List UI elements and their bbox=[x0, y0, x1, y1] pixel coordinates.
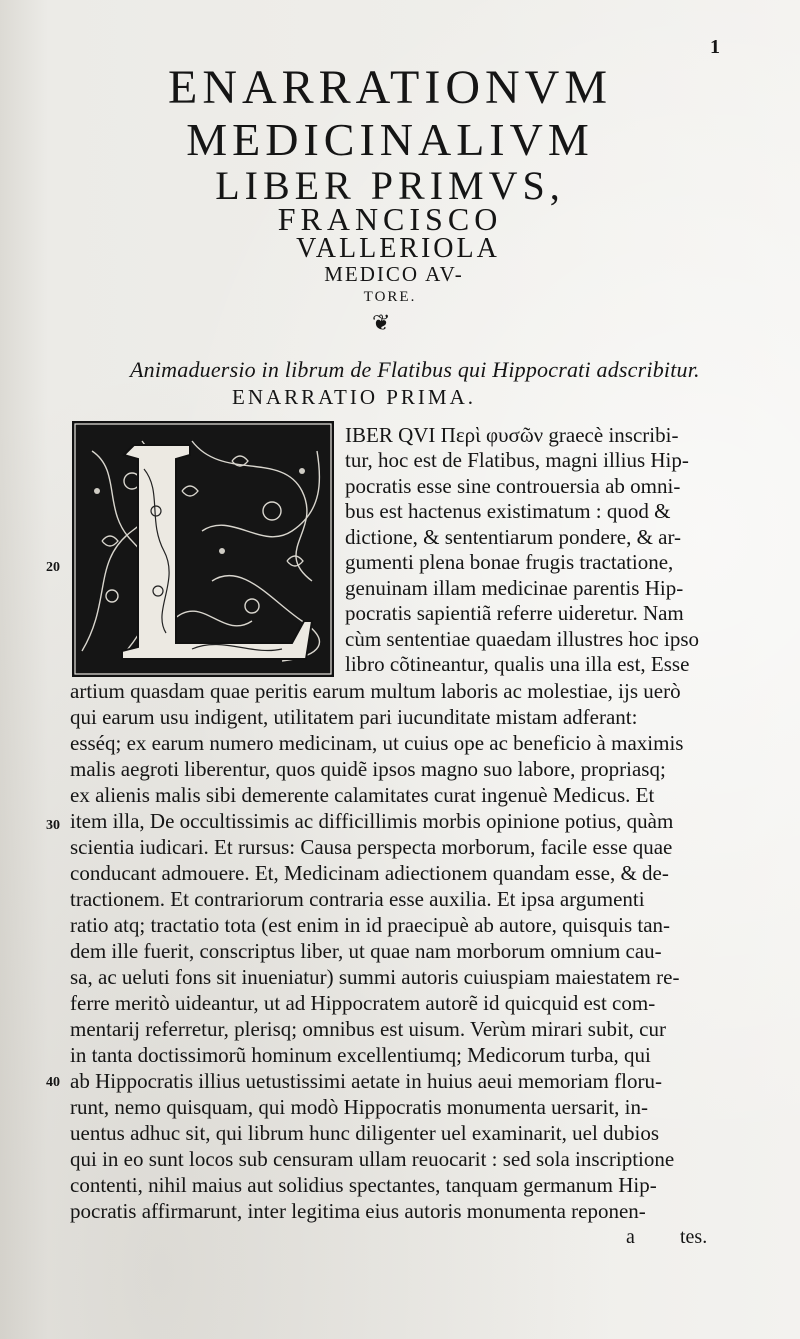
section-title: ENARRATIO PRIMA. bbox=[232, 385, 477, 409]
text-line: in tanta doctissimorũ hominum excellentiumq; Medicorum turba, qui bbox=[70, 1043, 651, 1067]
fleuron-ornament: ❦ bbox=[372, 310, 391, 335]
text-line: qui earum usu indigent, utilitatem pari iucunditate mistam adferant: bbox=[70, 705, 638, 729]
text-line: pocratis affirmarunt, inter legitima eius autoris monumenta reponen- bbox=[70, 1199, 646, 1223]
margin-line-number: 20 bbox=[46, 560, 60, 575]
catchword: tes. bbox=[680, 1226, 708, 1248]
author-line-1: FRANCISCO bbox=[277, 201, 503, 237]
signature-mark: a bbox=[626, 1226, 635, 1248]
text-line: artium quasdam quae peritis earum multum laboris ac molestiae, ijs uerò bbox=[70, 679, 681, 703]
text-line: esséq; ex earum numero medicinam, ut cuius ope ac beneficio à maximis bbox=[70, 731, 684, 755]
text-line: scientia iudicari. Et rursus: Causa perspecta morborum, facile esse quae bbox=[70, 835, 673, 859]
text-line: runt, nemo quisquam, qui modò Hippocratis monumenta uersarit, in- bbox=[70, 1095, 648, 1119]
text-line-indented: bus est hactenus existimatum : quod & bbox=[345, 499, 671, 523]
text-line: ab Hippocratis illius uetustissimi aetate in huius aeui memoriam floru- bbox=[70, 1069, 662, 1093]
text-line-indented: genuinam illam medicinae parentis Hip- bbox=[345, 576, 684, 600]
text-line: contenti, nihil maius aut solidius spectantes, tanquam germanum Hip- bbox=[70, 1173, 657, 1197]
text-line: sa, ac ueluti fons sit inueniatur) summi autoris cuiuspiam maiestatem re- bbox=[70, 965, 680, 989]
initial-ornament-icon bbox=[72, 421, 334, 677]
margin-line-number: 30 bbox=[46, 818, 60, 833]
text-line-indented: pocratis esse sine controuersia ab omni- bbox=[345, 474, 681, 498]
title-line-3: LIBER PRIMVS, bbox=[215, 163, 565, 208]
text-line: ferre meritò uideantur, ut ad Hippocratem autorẽ id quicquid est com- bbox=[70, 991, 656, 1015]
text-line-indented: gumenti plena bonae frugis tractatione, bbox=[345, 550, 674, 574]
title-line-1: ENARRATIONVM bbox=[168, 61, 612, 114]
text-line: qui in eo sunt locos sub censuram ullam reuocarit : sed sola inscriptione bbox=[70, 1147, 675, 1171]
title-line-2: MEDICINALIVM bbox=[186, 114, 594, 165]
decorated-initial bbox=[72, 421, 334, 677]
author-line-2: VALLERIOLA bbox=[296, 233, 500, 264]
page-number: 1 bbox=[710, 36, 720, 58]
margin-line-number: 40 bbox=[46, 1075, 60, 1090]
text-line: tractionem. Et contrariorum contraria esse auxilia. Et ipsa argumenti bbox=[70, 887, 645, 911]
author-line-3: MEDICO AV- bbox=[324, 262, 464, 286]
text-line-indented: dictione, & sententiarum pondere, & ar- bbox=[345, 525, 682, 549]
text-line: dem ille fuerit, conscriptus liber, ut quae nam morborum omnium cau- bbox=[70, 939, 662, 963]
text-line: mentarij referretur, plerisq; omnibus est uisum. Verùm mirari subit, cur bbox=[70, 1017, 666, 1041]
text-line-indented: IBER QVI Περὶ φυσῶν graecè inscribi- bbox=[345, 423, 679, 447]
section-heading: Animaduersio in librum de Flatibus qui Hippocrati adscribitur. bbox=[130, 357, 700, 382]
text-line: uentus adhuc sit, qui librum hunc diligenter uel examinarit, uel dubios bbox=[70, 1121, 660, 1145]
text-line-indented: libro cõtineantur, qualis una illa est, Esse bbox=[345, 652, 690, 676]
text-line: item illa, De occultissimis ac difficillimis morbis opinione potius, quàm bbox=[70, 809, 674, 833]
text-line-indented: pocratis sapientiã referre uideretur. Nam bbox=[345, 601, 684, 625]
text-line: ex alienis malis sibi demerente calamitates curat ingenuè Medicus. Et bbox=[70, 783, 655, 807]
text-line-indented: tur, hoc est de Flatibus, magni illius Hip- bbox=[345, 448, 689, 472]
text-line: conducant admouere. Et, Medicinam adiectionem quandam esse, & de- bbox=[70, 861, 669, 885]
text-line: malis aegroti liberentur, quos quidẽ ipsos magno suo labore, propriasq; bbox=[70, 757, 666, 781]
author-line-4: TORE. bbox=[363, 289, 417, 305]
text-line: ratio atq; tractatio tota (est enim in id praecipuè ab autore, quisquis tan- bbox=[70, 913, 671, 937]
text-line-indented: cùm sententiae quaedam illustres hoc ipso bbox=[345, 627, 699, 651]
